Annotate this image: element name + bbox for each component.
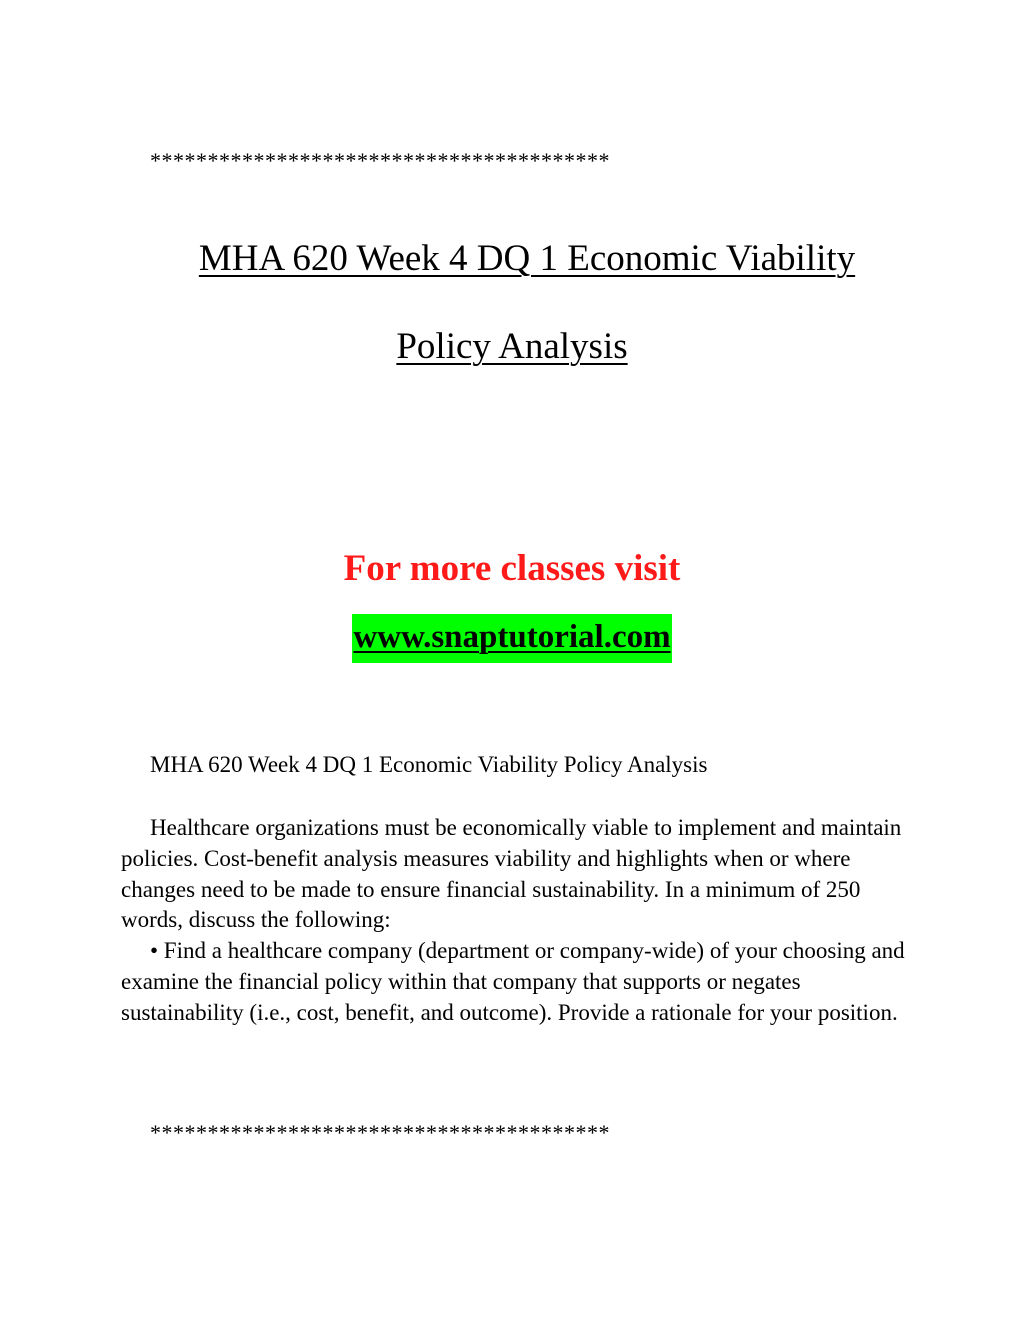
bottom-separator: ****************************************: [150, 1120, 610, 1145]
body-paragraph-intro: Healthcare organizations must be economically viable to implement and maintain policies. Cost-benefit analysis measures viability and highlights when or where changes need to be made to ensure financial sustainability. In a minimum of 250 words, discuss the following:: [121, 815, 902, 933]
promo-heading: For more classes visit: [343, 548, 681, 589]
body-paragraph-bullet: • Find a healthcare company (department or company-wide) of your choosing and examine the financial policy within that company that supports or negates sustainability (i.e., cost, benefit, and outcome). Provide a rationale for your position.: [121, 938, 905, 1025]
page-title-text-1: MHA 620 Week 4 DQ 1 Economic Viability: [198, 238, 856, 279]
promo-website-link[interactable]: www.snaptutorial.com: [352, 614, 671, 663]
promo-link-container: [0, 614, 1024, 663]
page-title-text-2: Policy Analysis: [396, 326, 628, 367]
page-title-line-2: [0, 326, 1024, 369]
body-text: [121, 813, 911, 1029]
page-title-line-1: [15, 238, 1024, 281]
document-subtitle: MHA 620 Week 4 DQ 1 Economic Viability Policy Analysis: [150, 752, 708, 777]
top-separator: ****************************************: [150, 148, 610, 173]
